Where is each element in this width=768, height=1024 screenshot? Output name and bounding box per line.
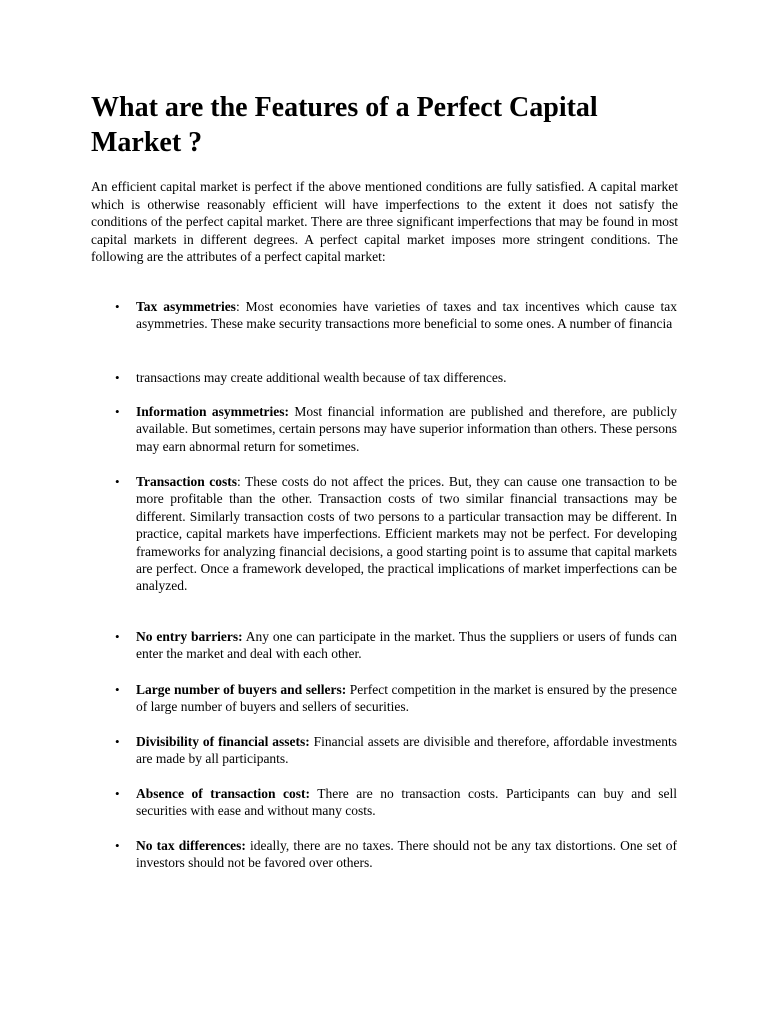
feature-text: There are no transaction costs. Participants can buy and sell securities with ease and without many costs. <box>136 786 677 819</box>
feature-text: transactions may create additional wealth because of tax differences. <box>136 370 507 385</box>
feature-text: Most economies have varieties of taxes and tax incentives which cause tax asymmetries. These make security transactions more beneficial to some ones. A number of financia <box>136 299 677 332</box>
bullet-icon: • <box>115 404 120 419</box>
feature-term: No entry barriers: <box>136 629 243 644</box>
list-item-absence-of-transaction-cost <box>115 785 677 820</box>
list-item-transaction-costs <box>115 473 677 595</box>
feature-text: Perfect competition in the market is ensured by the presence of large number of buyers and sellers of securities. <box>136 682 677 715</box>
list-item-information-asymmetries <box>115 403 677 455</box>
feature-term: No tax differences: <box>136 838 246 853</box>
list-item-large-number-of-buyers-and-sellers <box>115 681 677 716</box>
bullet-icon: • <box>115 786 120 801</box>
feature-separator: : <box>236 474 241 489</box>
feature-term: Divisibility of financial assets: <box>136 734 310 749</box>
feature-term: Transaction costs <box>136 474 237 489</box>
feature-text: Most financial information are published and therefore, are publicly available. But sometimes, certain persons may have superior information than others. These persons may earn abnormal return for sometimes. <box>136 404 677 454</box>
feature-text: ideally, there are no taxes. There should not be any tax distortions. One set of investors should not be favored over others. <box>136 838 678 871</box>
bullet-icon: • <box>115 299 120 314</box>
feature-term: Tax asymmetries <box>136 299 236 314</box>
bullet-icon: • <box>115 629 120 644</box>
feature-term: Large number of buyers and sellers: <box>136 682 347 697</box>
feature-term: Information asymmetries: <box>136 404 290 419</box>
bullet-icon: • <box>115 838 120 853</box>
list-item-no-tax-differences <box>115 837 678 872</box>
list-item-additional-wealth <box>115 369 677 386</box>
feature-separator: : <box>235 299 240 314</box>
bullet-icon: • <box>115 370 120 385</box>
feature-text: Any one can participate in the market. Thus the suppliers or users of funds can enter the market and deal with each other. <box>136 629 677 662</box>
list-item-no-entry-barriers <box>115 628 677 663</box>
bullet-icon: • <box>115 682 120 697</box>
bullet-icon: • <box>115 734 120 749</box>
page-title: What are the Features of a Perfect Capital Market ? <box>91 92 598 158</box>
feature-term: Absence of transaction cost: <box>136 786 311 801</box>
list-item-tax-asymmetries <box>115 298 677 333</box>
list-item-divisibility-of-financial-assets <box>115 733 677 768</box>
intro-paragraph: An efficient capital market is perfect if the above mentioned conditions are fully satisfied. A capital market which is otherwise reasonably efficient will have imperfections to the extent it does not satisfy the conditions of the perfect capital market. There are three significant imperfections that may be found in most capital markets in different degrees. A perfect capital market imposes more stringent conditions. The following are the attributes of a perfect capital market: <box>91 179 678 264</box>
bullet-icon: • <box>115 474 120 489</box>
feature-text: Financial assets are divisible and therefore, affordable investments are made by all participants. <box>136 734 677 767</box>
feature-text: These costs do not affect the prices. But, they can cause one transaction to be more profitable than the other. Transaction costs of two similar financial transactions may be different. Similarly transaction costs of two persons to a particular transaction may be different. In practice, capital markets have imperfections. Efficient markets may not be perfect. For developing frameworks for analyzing financial decisions, a good starting point is to assume that capital markets are perfect. Once a framework developed, the practical implications of market imperfections can be analyzed. <box>136 474 677 594</box>
